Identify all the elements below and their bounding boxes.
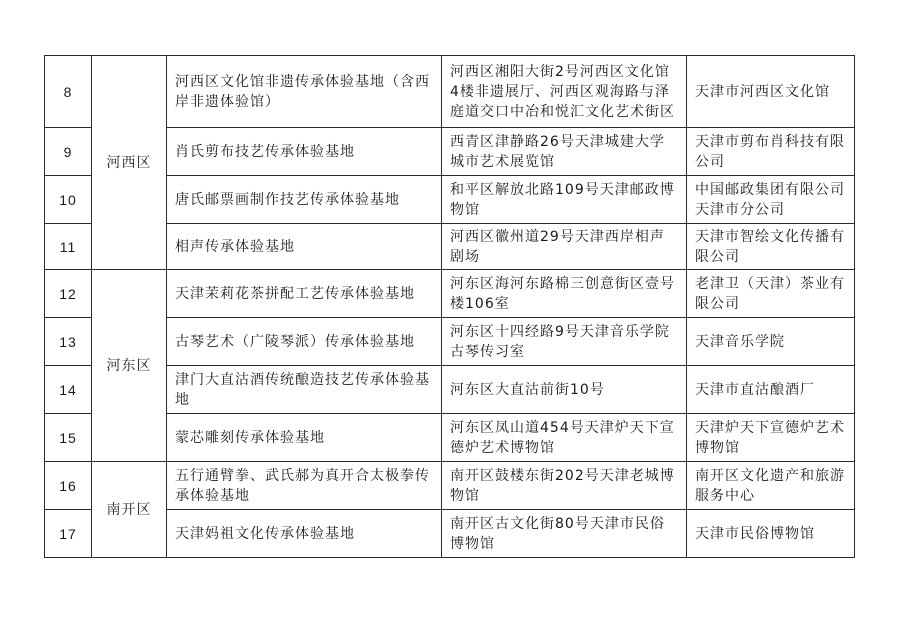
- row-number: 10: [45, 176, 92, 224]
- row-number: 16: [45, 462, 92, 510]
- base-address: 河东区十四经路9号天津音乐学院古琴传习室: [442, 318, 687, 366]
- base-address: 西青区津静路26号天津城建大学城市艺术展览馆: [442, 128, 687, 176]
- base-address: 南开区古文化街80号天津市民俗博物馆: [442, 510, 687, 558]
- table-row: [45, 414, 855, 462]
- base-address: 和平区解放北路109号天津邮政博物馆: [442, 176, 687, 224]
- row-number: 11: [45, 224, 92, 270]
- district-cell: 河西区: [92, 56, 167, 270]
- heritage-bases-table: [44, 55, 855, 558]
- row-number: 14: [45, 366, 92, 414]
- host-organization: 天津市河西区文化馆: [687, 56, 855, 128]
- base-address: 河东区大直沽前街10号: [442, 366, 687, 414]
- table-row: [45, 510, 855, 558]
- table-row: [45, 462, 855, 510]
- row-number: 17: [45, 510, 92, 558]
- table-row: [45, 366, 855, 414]
- host-organization: 天津炉天下宣德炉艺术博物馆: [687, 414, 855, 462]
- host-organization: 天津市剪布肖科技有限公司: [687, 128, 855, 176]
- base-address: 河东区海河东路棉三创意街区壹号楼106室: [442, 270, 687, 318]
- district-cell: 南开区: [92, 462, 167, 558]
- host-organization: 天津市智绘文化传播有限公司: [687, 224, 855, 270]
- base-name: 河西区文化馆非遗传承体验基地（含西岸非遗体验馆）: [167, 56, 442, 128]
- host-organization: 天津音乐学院: [687, 318, 855, 366]
- base-address: 南开区鼓楼东街202号天津老城博物馆: [442, 462, 687, 510]
- row-number: 9: [45, 128, 92, 176]
- base-name: 肖氏剪布技艺传承体验基地: [167, 128, 442, 176]
- host-organization: 天津市民俗博物馆: [687, 510, 855, 558]
- table-row: [45, 318, 855, 366]
- base-name: 蒙芯雕刻传承体验基地: [167, 414, 442, 462]
- table-row: [45, 176, 855, 224]
- host-organization: 老津卫（天津）茶业有限公司: [687, 270, 855, 318]
- table-row: [45, 270, 855, 318]
- row-number: 13: [45, 318, 92, 366]
- table-row: [45, 56, 855, 128]
- row-number: 15: [45, 414, 92, 462]
- base-name: 津门大直沽酒传统酿造技艺传承体验基地: [167, 366, 442, 414]
- base-name: 唐氏邮票画制作技艺传承体验基地: [167, 176, 442, 224]
- base-address: 河西区徽州道29号天津西岸相声剧场: [442, 224, 687, 270]
- host-organization: 天津市直沽酿酒厂: [687, 366, 855, 414]
- base-address: 河西区湘阳大街2号河西区文化馆4楼非遗展厅、河西区观海路与泽庭道交口中冶和悦汇文化艺术街区: [442, 56, 687, 128]
- base-name: 古琴艺术（广陵琴派）传承体验基地: [167, 318, 442, 366]
- base-name: 天津妈祖文化传承体验基地: [167, 510, 442, 558]
- district-cell: 河东区: [92, 270, 167, 462]
- base-name: 天津茉莉花茶拼配工艺传承体验基地: [167, 270, 442, 318]
- table-row: [45, 224, 855, 270]
- base-address: 河东区凤山道454号天津炉天下宣德炉艺术博物馆: [442, 414, 687, 462]
- table-row: [45, 128, 855, 176]
- row-number: 8: [45, 56, 92, 128]
- base-name: 相声传承体验基地: [167, 224, 442, 270]
- host-organization: 南开区文化遗产和旅游服务中心: [687, 462, 855, 510]
- row-number: 12: [45, 270, 92, 318]
- base-name: 五行通臂拳、武氏郝为真开合太极拳传承体验基地: [167, 462, 442, 510]
- host-organization: 中国邮政集团有限公司天津市分公司: [687, 176, 855, 224]
